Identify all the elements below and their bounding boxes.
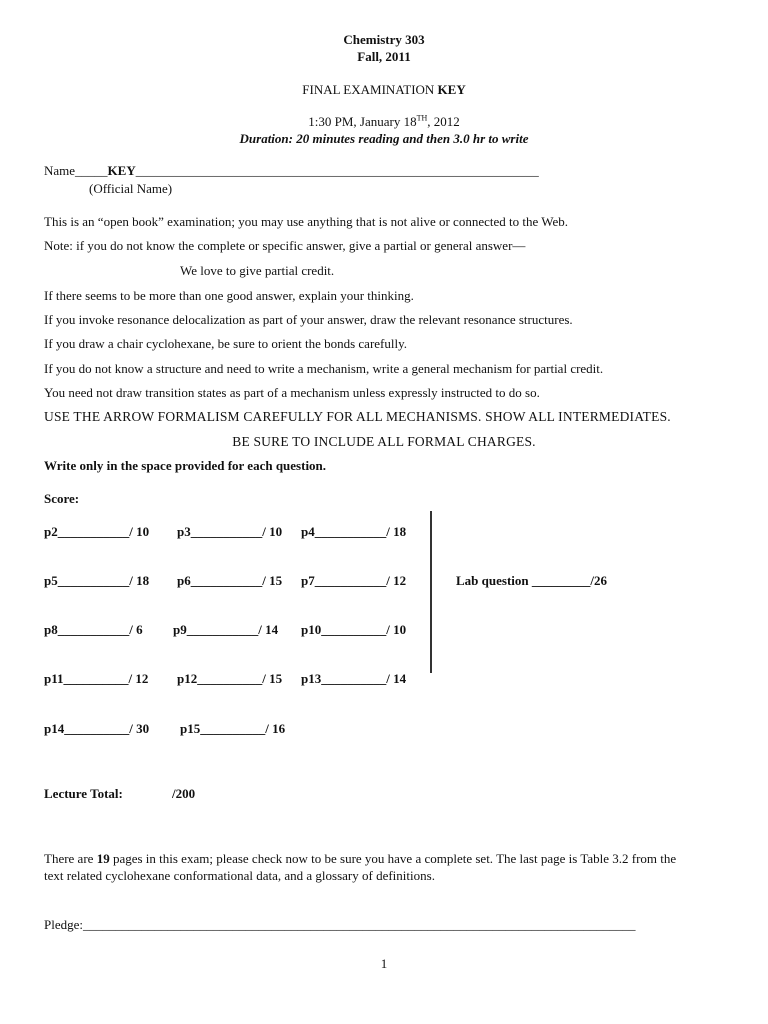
score-cell-p4[interactable]: p4___________/ 18 [301, 524, 407, 539]
instruction-line: If you draw a chair cyclohexane, be sure to orient the bonds carefully. [44, 336, 408, 351]
exam-title-key: KEY [437, 82, 466, 97]
exam-title [0, 82, 768, 98]
score-cell-p12[interactable]: p12__________/ 15 [177, 671, 283, 686]
score-divider [430, 511, 432, 673]
pages-count: 19 [96, 851, 110, 866]
score-cell-p10[interactable]: p10__________/ 10 [301, 622, 407, 637]
exam-title-text: FINAL EXAMINATION [302, 82, 438, 97]
exam-date [0, 114, 768, 130]
instruction-line-caps: BE SURE TO INCLUDE ALL FORMAL CHARGES. [232, 434, 536, 449]
score-cell-p7[interactable]: p7___________/ 12 [301, 573, 407, 588]
instruction-line: If you invoke resonance delocalization as part of your answer, draw the relevant resonance structures. [44, 312, 573, 327]
score-cell-p13[interactable]: p13__________/ 14 [301, 671, 407, 686]
instruction-line: You need not draw transition states as part of a mechanism unless expressly instructed to do so. [44, 385, 540, 400]
course-title: Chemistry 303 [343, 32, 425, 47]
instruction-line-bold: Write only in the space provided for each question. [44, 458, 327, 473]
term: Fall, 2011 [357, 49, 411, 64]
exam-date-text: 1:30 PM, January 18 [308, 114, 417, 129]
score-cell-p8[interactable]: p8___________/ 6 [44, 622, 143, 637]
instruction-line-caps: USE THE ARROW FORMALISM CAREFULLY FOR ALL MECHANISMS. SHOW ALL INTERMEDIATES. [44, 409, 671, 424]
lecture-total-value[interactable]: /200 [172, 786, 196, 801]
pages-note-suffix: pages in this exam; please check now to be sure you have a complete set. The last page is Table 3.2 from the [109, 851, 677, 866]
score-cell-p2[interactable]: p2___________/ 10 [44, 524, 150, 539]
instruction-line: This is an “open book” examination; you may use anything that is not alive or connected to the Web. [44, 214, 569, 229]
lab-question-score[interactable]: Lab question _________/26 [456, 573, 607, 588]
score-label: Score: [44, 491, 80, 506]
instruction-line: If you do not know a structure and need to write a mechanism, write a general mechanism for partial credit. [44, 361, 604, 376]
pages-note-prefix: There are [44, 851, 97, 866]
name-hint: (Official Name) [89, 181, 173, 196]
lecture-total-label: Lecture Total: [44, 786, 123, 801]
score-cell-p11[interactable]: p11__________/ 12 [44, 671, 149, 686]
score-cell-p9[interactable]: p9___________/ 14 [173, 622, 279, 637]
score-cell-p5[interactable]: p5___________/ 18 [44, 573, 150, 588]
instruction-line: We love to give partial credit. [180, 263, 335, 278]
pledge-field[interactable]: Pledge:_____________________________________________________________________________________ [44, 917, 636, 932]
score-cell-p14[interactable]: p14__________/ 30 [44, 721, 150, 736]
exam-date-sup: TH [416, 113, 428, 123]
page-number: 1 [380, 956, 388, 971]
instruction-line: If there seems to be more than one good answer, explain your thinking. [44, 288, 414, 303]
exam-date-year: , 2012 [427, 114, 460, 129]
name-value: KEY [107, 163, 136, 178]
name-label: Name_____ [44, 163, 108, 178]
instruction-line: Note: if you do not know the complete or specific answer, give a partial or general answer— [44, 238, 526, 253]
name-underline: ______________________________________________________________ [135, 163, 539, 178]
pages-note-line2: text related cyclohexane conformational data, and a glossary of definitions. [44, 868, 435, 883]
exam-duration: Duration: 20 minutes reading and then 3.0 hr to write [239, 131, 529, 146]
name-field[interactable] [44, 163, 539, 179]
score-cell-p3[interactable]: p3___________/ 10 [177, 524, 283, 539]
score-cell-p6[interactable]: p6___________/ 15 [177, 573, 283, 588]
score-cell-p15[interactable]: p15__________/ 16 [180, 721, 286, 736]
pages-note [44, 851, 676, 867]
